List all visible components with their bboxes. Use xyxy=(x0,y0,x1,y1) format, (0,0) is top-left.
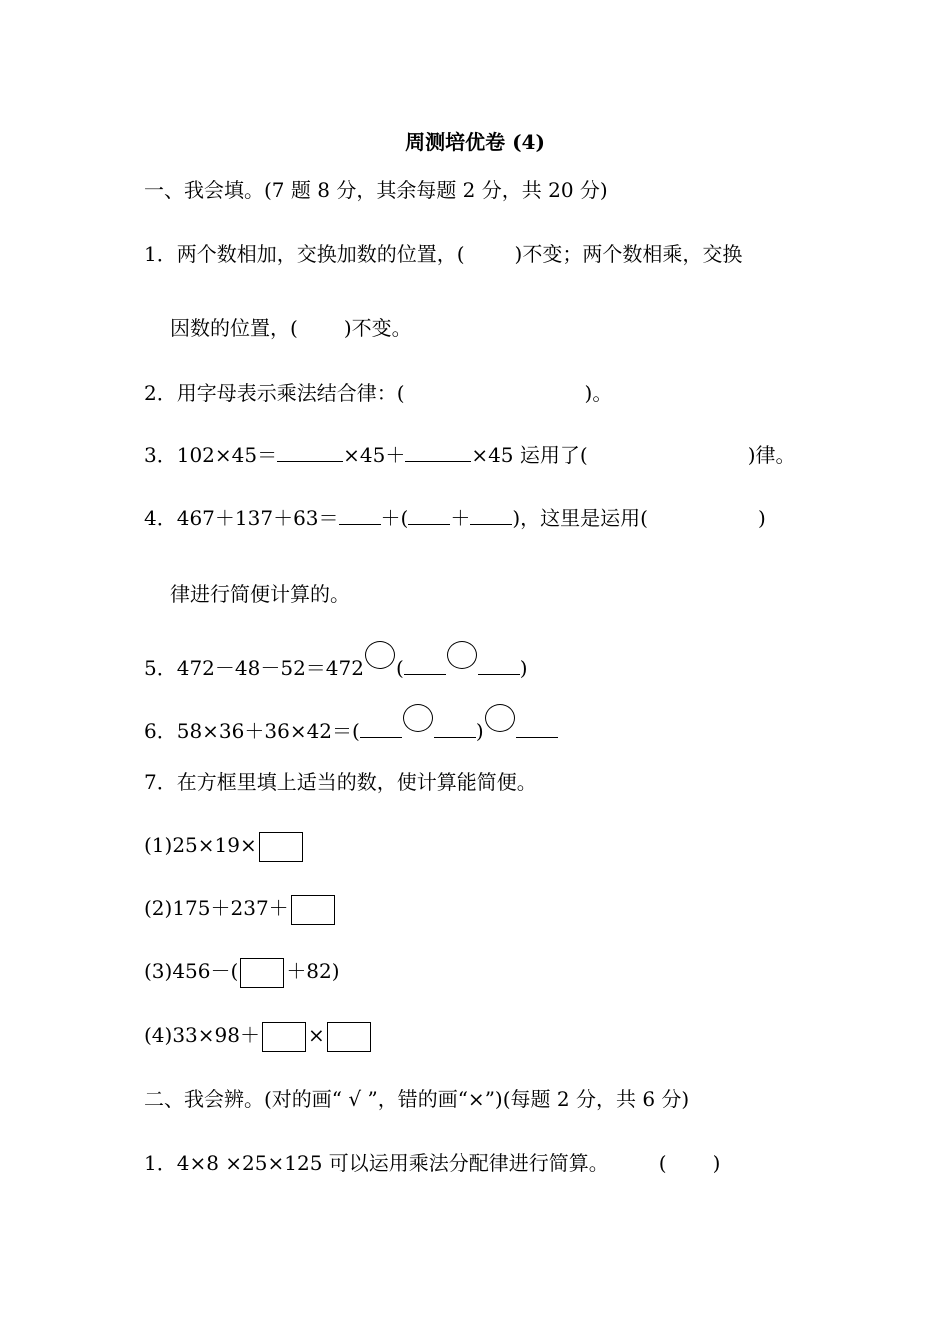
q5-circle-2[interactable] xyxy=(447,641,477,669)
q7-p2-box[interactable] xyxy=(291,895,335,925)
q7-p3-box[interactable] xyxy=(240,958,284,988)
question-6 xyxy=(144,704,558,745)
q7-p3-text-b: ＋82) xyxy=(286,959,340,983)
q4-blank-1[interactable] xyxy=(339,504,381,525)
q7-p1-text: (1)25×19× xyxy=(144,833,257,857)
q4-part-d: )，这里是运用( xyxy=(512,506,648,530)
question-4-line-2: 律进行简便计算的。 xyxy=(170,582,350,606)
page-title xyxy=(0,128,950,156)
s2q1-paren-close: ) xyxy=(712,1151,721,1175)
title-number: (4) xyxy=(512,130,545,154)
q3-part-a: 3．102×45＝ xyxy=(144,443,278,467)
q6-circle-2[interactable] xyxy=(485,704,515,732)
q3-blank-2[interactable] xyxy=(405,441,471,462)
q3-blank-1[interactable] xyxy=(277,441,343,462)
q5-part-a: 5．472－48－52＝472 xyxy=(144,656,364,680)
question-7-part-3 xyxy=(144,957,340,988)
question-7: 7．在方框里填上适当的数，使计算能简便。 xyxy=(144,770,537,794)
q4-part-a: 4．467＋137＋63＝ xyxy=(144,506,339,530)
s2q1-text: 1．4×8 ×25×125 可以运用乘法分配律进行简算。 xyxy=(144,1151,609,1175)
q2-part-a: 2．用字母表示乘法结合律：( xyxy=(144,381,405,405)
q6-part-b: ) xyxy=(475,719,484,743)
q7-p4-text-a: (4)33×98＋ xyxy=(144,1023,260,1047)
title-text: 周测培优卷 xyxy=(405,130,506,154)
q6-blank-2[interactable] xyxy=(434,717,476,738)
q7-p3-text-a: (3)456－( xyxy=(144,959,239,983)
q1-part-b: )不变；两个数相乘，交换 xyxy=(514,242,743,266)
q4-part-c: ＋ xyxy=(450,506,471,530)
q6-circle-1[interactable] xyxy=(403,704,433,732)
q5-part-c: ) xyxy=(519,656,528,680)
q3-part-d: )律。 xyxy=(747,443,796,467)
q6-part-a: 6．58×36＋36×42＝( xyxy=(144,719,360,743)
q5-blank-1[interactable] xyxy=(404,654,446,675)
section2-question-1 xyxy=(144,1149,720,1177)
q5-blank-2[interactable] xyxy=(478,654,520,675)
q4-part-b: ＋( xyxy=(380,506,409,530)
q6-blank-1[interactable] xyxy=(360,717,402,738)
q5-circle-1[interactable] xyxy=(365,641,395,669)
question-7-part-2 xyxy=(144,894,337,925)
q7-p1-box[interactable] xyxy=(259,832,303,862)
q4-part-e: ) xyxy=(757,506,766,530)
q4-blank-3[interactable] xyxy=(470,504,512,525)
section1-heading: 一、我会填。(7 题 8 分，其余每题 2 分，共 20 分) xyxy=(144,178,608,202)
q7-p4-box-2[interactable] xyxy=(327,1022,371,1052)
q3-part-c: ×45 运用了( xyxy=(471,443,588,467)
q3-part-b: ×45＋ xyxy=(343,443,406,467)
question-7-part-1 xyxy=(144,831,305,862)
q7-p4-box-1[interactable] xyxy=(262,1022,306,1052)
s2q1-paren-open: ( xyxy=(658,1151,667,1175)
question-1-line-1 xyxy=(144,240,742,268)
q2-part-b: )。 xyxy=(584,381,613,405)
question-2 xyxy=(144,379,612,407)
question-1-line-2 xyxy=(170,314,412,342)
q6-blank-3[interactable] xyxy=(516,717,558,738)
q7-p4-text-b: × xyxy=(308,1023,325,1047)
question-7-part-4 xyxy=(144,1021,373,1052)
question-4-line-1 xyxy=(144,504,766,532)
q4-blank-2[interactable] xyxy=(408,504,450,525)
question-5 xyxy=(144,641,528,682)
q7-p2-text: (2)175＋237＋ xyxy=(144,896,289,920)
q1-part-d: )不变。 xyxy=(343,316,412,340)
q1-part-a: 1．两个数相加，交换加数的位置，( xyxy=(144,242,465,266)
question-3 xyxy=(144,441,796,469)
q1-part-c: 因数的位置，( xyxy=(170,316,298,340)
section2-heading: 二、我会辨。(对的画“ √ ”，错的画“×”)(每题 2 分，共 6 分) xyxy=(144,1087,690,1111)
q5-part-b: ( xyxy=(395,656,404,680)
